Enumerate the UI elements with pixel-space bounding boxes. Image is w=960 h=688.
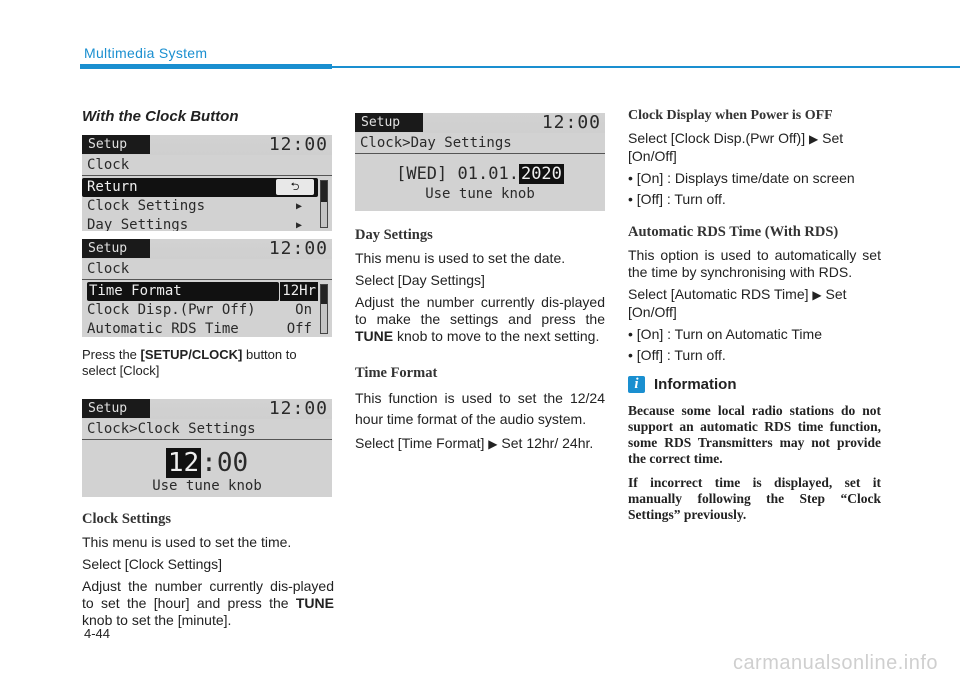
lcd-row-day-settings: Day Settings ▶ (82, 216, 332, 231)
section-heading: With the Clock Button (82, 108, 239, 125)
bullet-item: • [Off] : Turn off. (628, 347, 726, 363)
paragraph: This function is used to set the 12/24 hour time format of the audio system. (355, 390, 605, 427)
lcd-setup-tab: Setup (82, 135, 150, 154)
bullet-item: • [On] : Turn on Automatic Time (628, 326, 822, 342)
arrow-right-icon: ▶ (488, 437, 498, 451)
clock-disp-value: On (295, 302, 312, 318)
press-instruction: Press the [SETUP/CLOCK] button to select [Clock] (82, 347, 297, 378)
lcd-clock-options (82, 239, 332, 337)
chevron-right-icon: ▶ (295, 201, 302, 212)
lcd-day-settings (355, 113, 605, 211)
lcd-hint: Use tune knob (425, 186, 535, 202)
arrow-right-icon: ▶ (812, 288, 822, 302)
column-2 (355, 113, 605, 458)
information-note: Because some local radio stations do not support an automatic RDS time function, some RDS Transmitters may not provide the correct time. (628, 403, 881, 466)
paragraph: Select [Time Format] ▶ Set 12hr/ 24hr. (355, 435, 594, 451)
lcd-clock-settings (82, 399, 332, 497)
lcd-time: 12:00 (268, 399, 328, 419)
minute-value: :00 (201, 448, 249, 478)
lcd-time: 12:00 (268, 135, 328, 155)
year-value: 2020 (520, 164, 562, 184)
return-icon: ⮌ (276, 179, 314, 195)
section-heading: Time Format (355, 365, 438, 381)
bullet-item: • [Off] : Turn off. (628, 191, 726, 207)
lcd-row-time-format: Time Format 12Hr (89, 283, 316, 299)
lcd-title: Clock>Day Settings (355, 133, 605, 154)
section-heading: Clock Settings (82, 511, 172, 527)
column-3 (628, 108, 881, 531)
page-number: 4-44 (84, 626, 111, 641)
column-1 (82, 108, 334, 634)
time-format-value: 12Hr (282, 283, 316, 299)
lcd-time: 12:00 (541, 113, 601, 133)
watermark: carmanualsonline.info (732, 652, 938, 674)
lcd-scrollbar (320, 180, 328, 228)
lcd-clock-menu (82, 135, 332, 231)
section-heading: Clock Display when Power is OFF (628, 108, 833, 123)
paragraph: This menu is used to set the time. (82, 534, 292, 550)
section-heading: Automatic RDS Time (With RDS) (628, 224, 839, 240)
lcd-setup-tab: Setup (82, 239, 150, 258)
lcd-setup-tab: Setup (355, 113, 423, 132)
chevron-right-icon: ▶ (295, 220, 302, 231)
lcd-time-edit (82, 448, 332, 478)
lcd-setup-tab: Setup (82, 399, 150, 418)
paragraph: This option is used to automatically set the time by synchronising with RDS. (628, 247, 881, 280)
lcd-scrollbar (320, 284, 328, 334)
hour-value: 12 (167, 448, 200, 478)
rds-time-value: Off (286, 321, 312, 337)
arrow-right-icon: ▶ (809, 132, 819, 146)
paragraph: Select [Clock Settings] (82, 556, 223, 572)
lcd-date-edit (355, 162, 605, 186)
paragraph: Select [Automatic RDS Time] ▶ Set [On/Off] (628, 286, 847, 320)
paragraph: Adjust the number currently dis-played to make the settings and press the TUNE knob to move to the next setting. (355, 294, 605, 344)
information-header (628, 376, 881, 393)
date-value: 01.01. (457, 164, 519, 184)
paragraph: Adjust the number currently dis-played to set the [hour] and press the TUNE knob to set the [minute]. (82, 578, 334, 628)
lcd-row-return: Return ⮌ (82, 178, 318, 197)
lcd-hint: Use tune knob (152, 478, 262, 494)
header-rule-thin (332, 66, 960, 68)
bullet-item: • [On] : Displays time/date on screen (628, 170, 855, 186)
information-title: Information (654, 376, 737, 393)
lcd-title: Clock>Clock Settings (82, 419, 332, 440)
lcd-row-clock-disp: Clock Disp.(Pwr Off) On (87, 302, 312, 318)
weekday-value: [WED] (396, 164, 448, 184)
section-heading: Day Settings (355, 227, 433, 243)
lcd-time: 12:00 (268, 239, 328, 259)
paragraph: Select [Day Settings] (355, 272, 485, 288)
header-title: Multimedia System (84, 45, 208, 61)
information-note: If incorrect time is displayed, set it manually following the Step “Clock Settings” previously. (628, 475, 881, 522)
lcd-title: Clock (82, 259, 332, 280)
paragraph: Select [Clock Disp.(Pwr Off)] ▶ Set [On/Off] (628, 130, 844, 164)
paragraph: This menu is used to set the date. (355, 250, 566, 266)
lcd-row-rds-time: Automatic RDS Time Off (87, 321, 312, 337)
header-rule-thick (80, 64, 332, 69)
info-icon: i (628, 376, 645, 393)
lcd-row-clock-settings: Clock Settings ▶ (87, 198, 302, 214)
lcd-title: Clock (82, 155, 332, 176)
